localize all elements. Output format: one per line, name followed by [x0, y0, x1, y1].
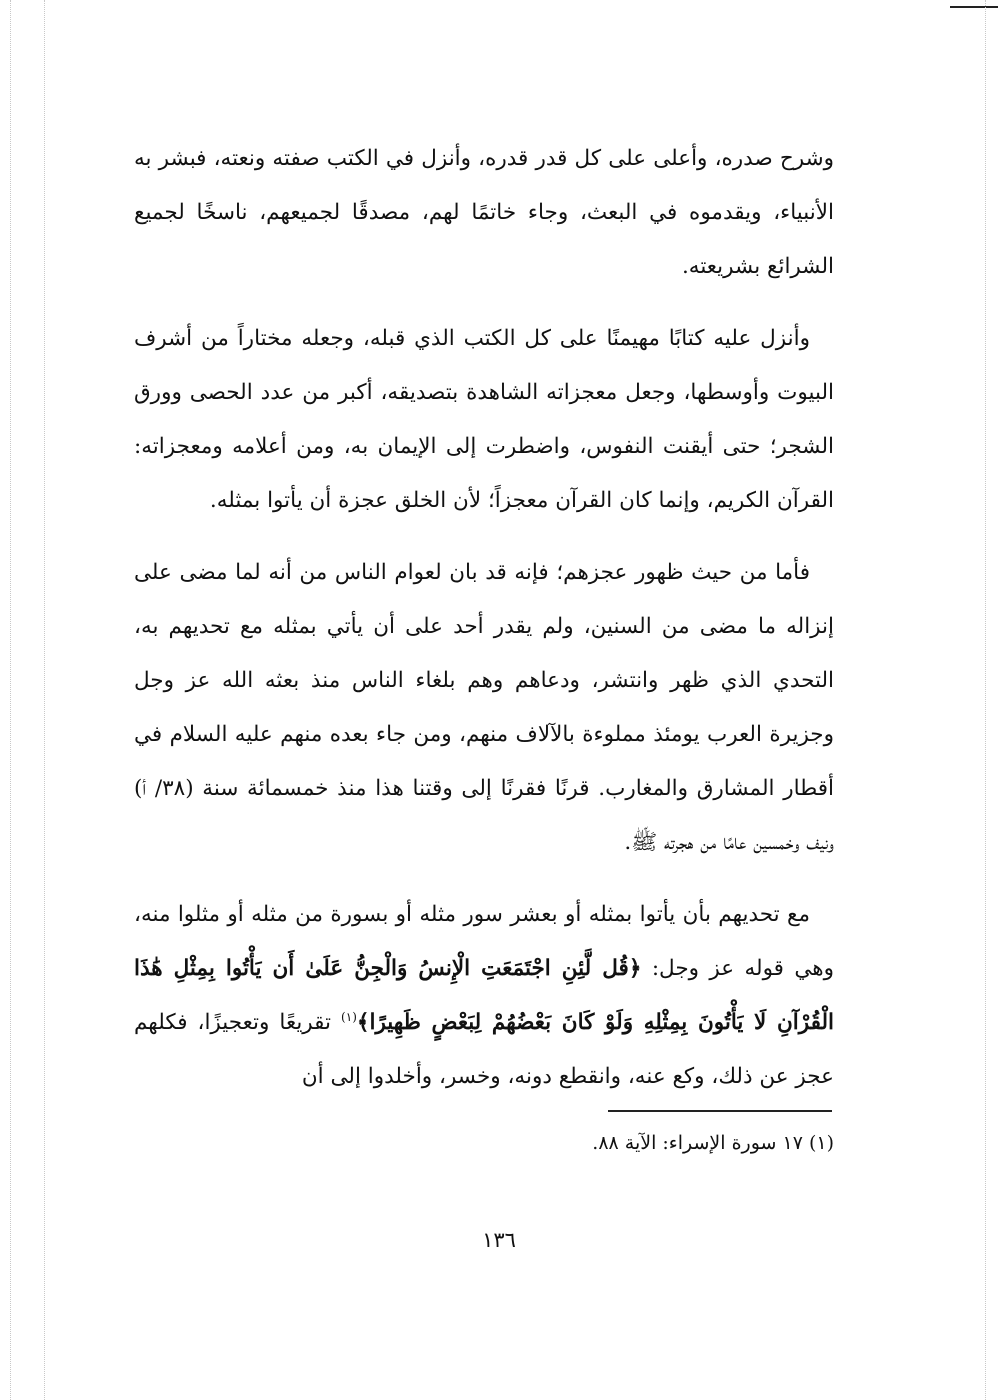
paragraph-4	[134, 888, 834, 1104]
paragraph-3: فأما من حيث ظهور عجزهم؛ فإنه قد بان لعوام الناس من أنه لما مضى على إنزاله ما مضى من السنين، ولم يقدر أحد على أن يأتي بمثله مع تحديهم به، التحدي الذي ظهر وانتشر، ودعاهم وهم بلغاء الناس منذ بعثه الله عز وجل وجزيرة العرب يومئذ مملوءة بالآلاف منهم، ومن جاء بعده منهم عليه السلام في أقطار المشارق والمغارب. قرنًا فقرنًا إلى وقتنا هذا منذ خمسمائة سنة (٣٨/ أ) ونيف وخمسين عامًا من هجرته ﷺ.	[134, 560, 835, 855]
main-text	[134, 132, 834, 1122]
right-margin-dots	[985, 0, 986, 1400]
paragraph-4-continuation: تقريعًا وتعجيزًا، فكلهم عجز عن ذلك، وكع عنه، وانقطع دونه، وخسر، وأخلدوا إلى أن	[134, 1010, 834, 1089]
paragraph-2: وأنزل عليه كتابًا مهيمنًا على كل الكتب الذي قبله، وجعله مختاراً من أشرف البيوت وأوسطها، وجعل معجزاته الشاهدة بتصديقه، أكبر من عدد الحصى وورق الشجر؛ حتى أيقنت النفوس، واضطرت إلى الإيمان به، ومن أعلامه ومعجزاته: القرآن الكريم، وإنما كان القرآن معجزاً؛ لأن الخلق عجزة أن يأتوا بمثله.	[134, 326, 834, 513]
paragraph-4-text: مع تحديهم بأن يأتوا بمثله أو بعشر سور مثله أو بسورة من مثله أو مثلوا منه، وهي قوله عز وجل:	[134, 902, 834, 981]
left-margin-dots	[10, 0, 11, 1400]
top-edge-rule	[950, 6, 998, 8]
page-number: ١٣٦	[482, 1228, 516, 1252]
footnote-reference: (١)	[341, 1009, 357, 1024]
footnote-separator	[608, 1110, 832, 1112]
paragraph-1: وشرح صدره، وأعلى على كل قدر قدره، وأنزل في الكتب صفته ونعته، فبشر به الأنبياء، ويقدموه في البعث، وجاء خاتمًا لهم، مصدقًا لجميعهم، ناسخًا لجميع الشرائع بشريعته.	[134, 146, 834, 279]
quran-verse: ﴿قُل لَّئِنِ اجْتَمَعَتِ الْإِنسُ وَالْجِنُّ عَلَىٰ أَن يَأْتُوا بِمِثْلِ هَٰذَا الْقُرْآنِ لَا يَأْتُونَ بِمِثْلِهِ وَلَوْ كَانَ بَعْضُهُمْ لِبَعْضٍ ظَهِيرًا﴾	[134, 956, 834, 1035]
left-margin-dots-inner	[44, 0, 45, 1400]
footnote: (١) ١٧ سورة الإسراء: الآية ٨٨.	[592, 1132, 834, 1154]
